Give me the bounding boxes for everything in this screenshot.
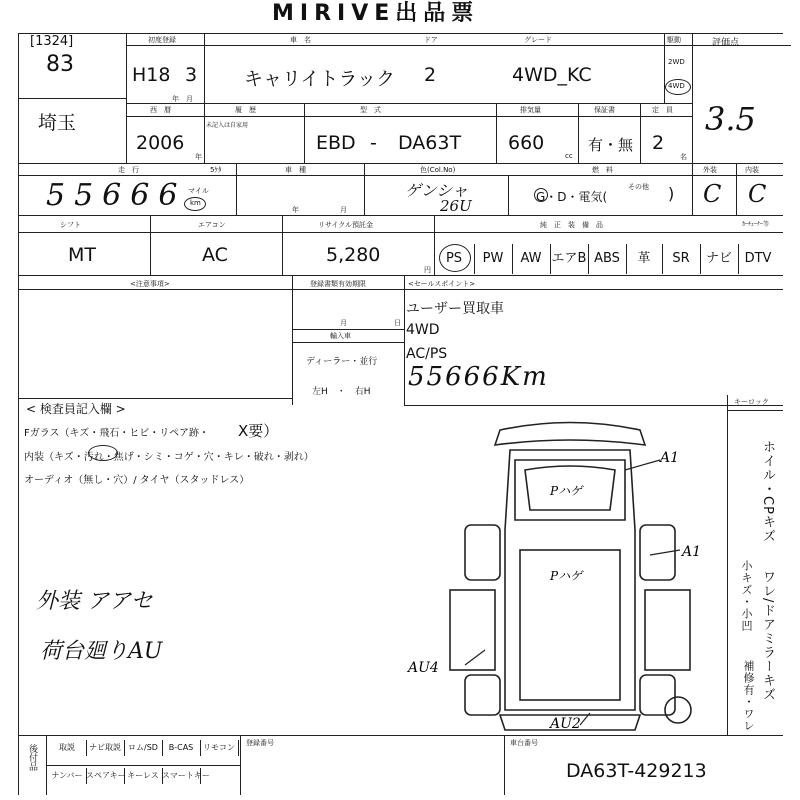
recycle-fee: 5,280 [326,244,381,266]
equipment-item: 革 [626,244,663,274]
sales-point-4: 55666Km [408,362,549,392]
mileage-label: 走 行 [118,166,139,174]
warranty: 有・無 [588,136,634,154]
recycle-label: リサイクル預託金 [318,221,374,229]
cc-unit: cc [565,152,573,160]
reg-era: H18 [132,64,171,86]
warranty-label: 保証書 [594,106,615,114]
fuel-close-paren: ) [668,184,675,203]
drive-4wd: 4WD [668,82,685,90]
side-note-col3: 小キズ・小凹 [740,560,753,632]
footer-item: ロム/SD [124,740,163,756]
inspect-glass: Fガラス（キズ・飛石・ヒビ・リペア跡・ [24,428,210,439]
footer-retrofit-label: 後付品 [27,744,37,771]
shift-label: シフト [60,221,81,229]
equipment-item: DTV [744,251,772,266]
interior-label: 内装 [745,166,759,174]
sales-point-3: AC/PS [406,346,448,362]
inspect-interior: 内装（キズ・汚れ・焦げ・シミ・コゲ・穴・キレ・破れ・剥れ） [24,452,314,463]
year-label: 年 [292,206,299,214]
docs-day: 日 [394,319,401,327]
capacity-unit: 名 [680,153,687,161]
diagram-label-hage1: Pハゲ [550,484,583,498]
model-code: DA63T [398,132,462,154]
equipment-item: ナビ [700,244,739,274]
docs-month: 月 [340,319,347,327]
sales-point-1: ユーザー買取車 [406,301,504,317]
equipment-item: ABS [588,244,627,274]
inspect-glass-mark: X要） [238,422,279,440]
diagram-label-a1-top: A1 [660,450,680,466]
vehicle-damage-diagram [408,410,720,740]
front-bumper-shape [495,423,645,446]
door-right-outline [640,525,675,580]
footer-item: ナンバー [48,768,87,784]
region: 埼玉 [38,112,77,134]
model-year: 2006 [136,132,185,154]
mileage: 55666 [46,178,187,213]
yen-unit: 円 [424,266,431,274]
diagram-label-a1-side: A1 [682,544,702,560]
diagram-label-au4: AU4 [408,660,439,676]
model-prefix: EBD [316,132,356,154]
chassis-number: DA63T-429213 [566,760,707,782]
chassis-number-label: 車台番号 [510,739,538,747]
color-no: 26U [440,197,472,215]
sales-points-label: <セールスポイント> [408,280,476,288]
car-name: キャリイトラック [244,68,396,90]
handle-label: 左H ・ 右H [312,387,371,397]
inspect-audio: オーディオ（無し・穴）/ タイヤ（スタッドレス） [24,475,250,486]
spare-tire-circle [665,697,691,723]
footer-item: ナビ取説 [86,740,125,756]
inspect-note-exterior: 外装 アアセ [36,589,153,614]
history-sub-label: 未記入は自家用 [206,122,249,129]
fuel-label: 燃 料 [592,166,613,174]
equipment-item: AW [512,244,551,274]
drive-label: 駆動 [667,36,681,44]
side-right-outline [645,590,690,670]
mile-unit: マイル [188,187,209,195]
exterior-label: 外装 [703,166,717,174]
equipment-label: 純 正 装 備 品 [540,221,603,229]
footer-item: キーレス [124,768,163,784]
fuel-other-label: その他 [628,183,649,191]
registration-number-label: 登録番号 [246,739,274,747]
model-dash: - [370,132,377,154]
drive-2wd: 2WD [668,58,685,66]
km-unit: km [190,199,201,207]
sales-point-2: 4WD [406,322,440,338]
dealer-label: ディーラー・並行 [306,357,378,367]
doors: 2 [424,64,437,86]
rear-left-panel [465,675,500,715]
import-label: 輸入車 [330,332,351,340]
inspector-label: < 検査員記入欄 > [26,402,126,416]
footer-item: 取説 [48,740,87,756]
model-year-label: 西 暦 [150,106,171,114]
lot-code: [1324] [30,34,74,49]
year-month-label: 年 月 [172,95,193,103]
vehicle-type-label: 車 種 [285,166,306,174]
footer-item: リモコン [200,740,239,756]
door-left-outline [465,525,500,580]
score-label: 評価点 [712,38,740,48]
grade: 4WD_KC [512,64,592,86]
grade-label: グレード [524,36,552,44]
exterior-grade: C [703,180,722,208]
displacement: 660 [508,132,545,154]
equipment-item: SR [662,244,701,274]
sheet-title: MIRIVE出品票 [272,1,480,26]
color-label: 色(Col.No) [420,166,456,174]
color: ゲンシャ [405,181,468,200]
reg-month: 3 [185,64,198,86]
lot-number: 83 [46,52,74,77]
inspect-note-bed: 荷台廻りAU [40,639,163,664]
equipment-item: PW [474,244,513,274]
interior-mark-circle [88,445,118,461]
year-unit: 年 [195,153,202,161]
diagram-label-hage2: Pハゲ [550,569,583,583]
side-note-col2: ワレ/ドアミラーキズ [760,570,775,702]
car-name-label: 車 名 [290,36,311,44]
side-note-col4: 補修有・ワレ [742,660,755,732]
footer-item: スペアキー [86,768,125,784]
side-left-outline [450,590,495,670]
displacement-label: 排気量 [520,106,541,114]
interior-grade: C [748,180,767,208]
history-label: 履 歴 [235,106,256,114]
docs-label: 登録書類有効期限 [310,280,366,288]
aircon: AC [202,244,228,266]
door-label: ドア [424,36,438,44]
capacity: 2 [652,132,665,154]
footer-item: スマートキー [162,768,201,784]
au4-leader [465,650,485,665]
footer-item: B-CAS [162,740,201,756]
ps-selected-circle [439,244,471,272]
capacity-label: 定 員 [652,106,673,114]
aircon-label: エアコン [198,221,226,229]
fuel-options: G・D・電気( [536,190,608,204]
equipment-item: PS [434,244,475,274]
navi-tuner-label: ｶｰﾁｭｰﾅｰ等 [742,221,770,228]
shift: MT [68,244,96,266]
side-note-col1: ホイル・CPキズ [760,440,775,543]
score: 3.5 [705,100,756,138]
type-label: 型 式 [360,106,381,114]
equipment-item: エアB [550,244,589,274]
keylock-label: キーロック [734,398,769,406]
first-reg-label: 初度登録 [148,36,176,44]
mileage-digits-label: 5ｹﾀ [210,166,222,174]
rear-right-panel [640,675,675,715]
notes-label: <注意事項> [130,280,170,288]
month-label: 月 [340,206,347,214]
diagram-label-au2: AU2 [550,716,581,732]
